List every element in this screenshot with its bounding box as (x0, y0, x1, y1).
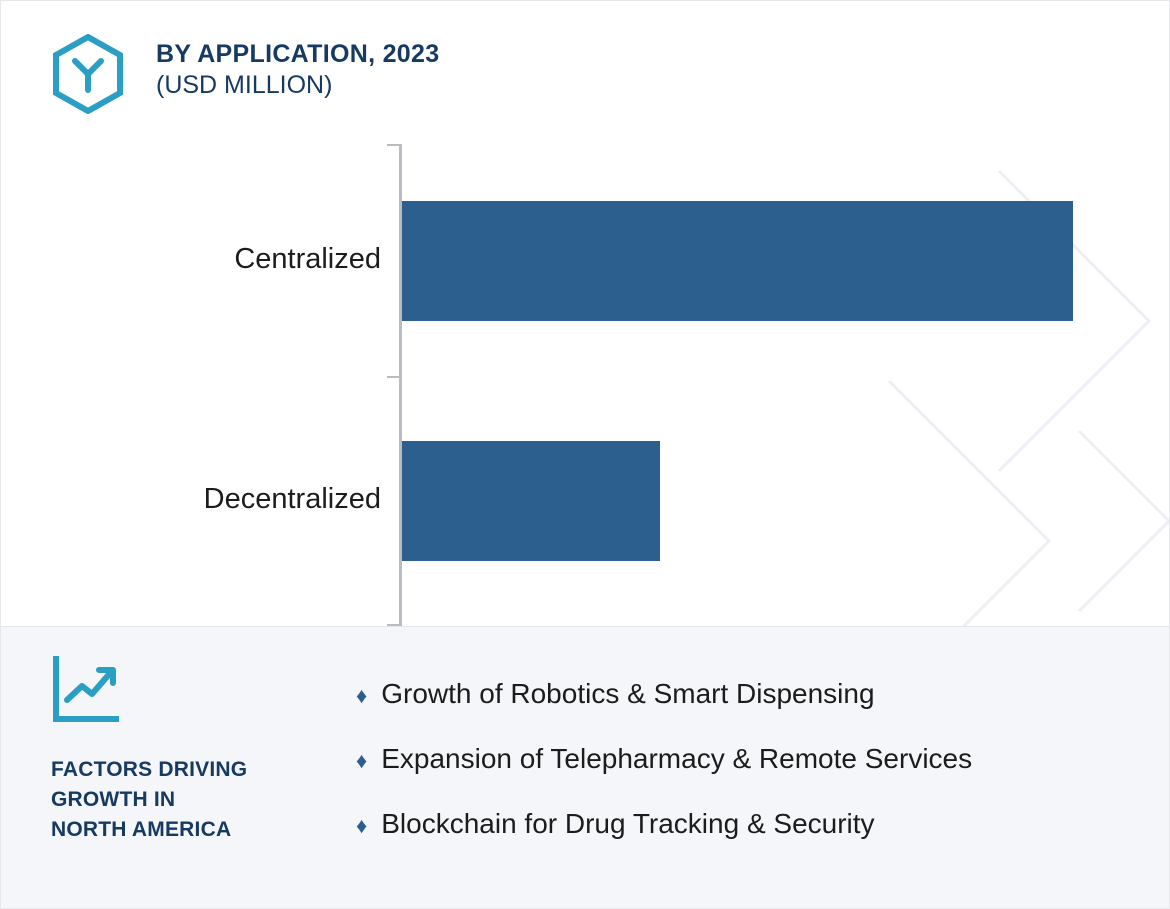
footer-heading-line: FACTORS DRIVING (51, 758, 248, 781)
factor-text: Growth of Robotics & Smart Dispensing (381, 678, 875, 709)
list-item (356, 809, 1146, 840)
diamond-bullet-icon: ♦ (356, 747, 368, 773)
page-title: BY APPLICATION, 2023 (156, 40, 440, 68)
list-item (356, 744, 1146, 775)
footer-heading-line: GROWTH IN (51, 787, 176, 811)
axis-tick (387, 144, 400, 146)
list-item (356, 679, 1146, 710)
factors-footer (1, 626, 1170, 908)
diamond-bullet-icon: ♦ (356, 812, 368, 838)
footer-heading (51, 755, 331, 844)
chart-header (1, 1, 1169, 126)
page-subtitle: (USD MILLION) (156, 70, 333, 99)
factor-text: Expansion of Telepharmacy & Remote Services (381, 742, 973, 774)
line-chart-icon (51, 655, 119, 725)
bar-category-label: Decentralized (203, 483, 381, 515)
axis-tick (387, 376, 400, 378)
factors-list (356, 679, 1146, 873)
diamond-bullet-icon: ♦ (356, 683, 368, 708)
bar-chart (1, 126, 1170, 626)
header-text-block (156, 39, 439, 100)
bar-decentralized (402, 441, 660, 561)
bar-category-label: Centralized (234, 243, 381, 275)
factor-text: Blockchain for Drug Tracking & Security (381, 807, 875, 839)
hexagon-y-logo-icon (51, 34, 125, 114)
bar-centralized (402, 201, 1073, 321)
footer-heading-line: NORTH AMERICA (51, 817, 232, 841)
